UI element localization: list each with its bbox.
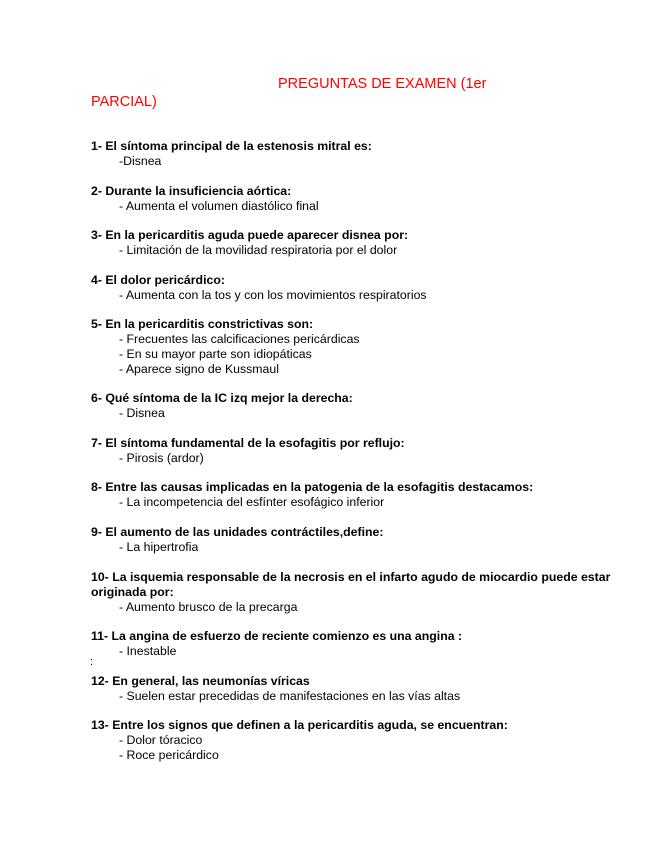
question-item <box>91 480 621 510</box>
answer-text: - Frecuentes las calcificaciones pericárdicas <box>119 332 360 347</box>
question-item <box>91 228 621 258</box>
question-text: 8- Entre las causas implicadas en la patogenia de la esofagitis destacamos: <box>91 480 534 495</box>
question-text: 3- En la pericarditis aguda puede aparecer disnea por: <box>91 228 409 243</box>
answer-text: - Disnea <box>119 406 165 421</box>
answer-text: - Suelen estar precedidas de manifestaciones en las vías altas <box>119 688 461 703</box>
question-text: 2- Durante la insuficiencia aórtica: <box>91 183 292 198</box>
question-list <box>91 139 621 778</box>
question-item <box>91 139 621 169</box>
question-text: 5- En la pericarditis constrictivas son: <box>91 317 314 332</box>
answer-text: - La incompetencia del esfínter esofágico inferior <box>119 495 385 510</box>
answer-text: - Aparece signo de Kussmaul <box>119 361 279 376</box>
stray-colon-mark: : <box>90 656 94 668</box>
question-item <box>91 674 621 704</box>
answer-text: -Disnea <box>119 154 162 168</box>
question-text: 9- El aumento de las unidades contráctiles,define: <box>91 524 384 539</box>
question-text: 4- El dolor pericárdico: <box>91 272 225 287</box>
question-text: 6- Qué síntoma de la IC izq mejor la derecha: <box>91 391 353 406</box>
question-text: 13- Entre los signos que definen a la pericarditis aguda, se encuentran: <box>91 718 508 733</box>
answer-text: - La hipertrofia <box>119 539 199 554</box>
answer-text: - Aumento brusco de la precarga <box>119 599 298 614</box>
answer-text: - Limitación de la movilidad respiratoria por el dolor <box>119 243 398 258</box>
question-item <box>91 436 621 466</box>
answer-text: - Aumenta el volumen diastólico final <box>119 198 319 213</box>
question-text: 1- El síntoma principal de la estenosis mitral es: <box>91 139 372 153</box>
answer-text: - Roce pericárdico <box>119 747 219 762</box>
question-text: 12- En general, las neumonías víricas <box>91 673 310 688</box>
question-item <box>91 718 621 762</box>
question-text: 11- La angina de esfuerzo de reciente comienzo es una angina : <box>91 629 463 644</box>
question-item <box>91 570 621 615</box>
answer-text: - En su mayor parte son idiopáticas <box>119 346 312 361</box>
question-item <box>91 317 621 376</box>
answer-text: - Inestable <box>119 644 177 659</box>
answer-text: - Dolor tóracico <box>119 733 203 748</box>
question-item <box>91 525 621 555</box>
question-item <box>91 184 621 214</box>
question-item <box>91 273 621 303</box>
answer-text: - Pirosis (ardor) <box>119 450 204 465</box>
question-item <box>91 629 621 659</box>
answer-text: - Aumenta con la tos y con los movimientos respiratorios <box>119 287 427 302</box>
question-text: 10- La isquemia responsable de la necrosis en el infarto agudo de miocardio puede estar originada por: <box>91 569 611 599</box>
page-title-line1: PREGUNTAS DE EXAMEN (1er <box>278 76 487 92</box>
question-text: 7- El síntoma fundamental de la esofagitis por reflujo: <box>91 435 405 450</box>
question-item <box>91 391 621 421</box>
page-title-line2: PARCIAL) <box>91 94 157 110</box>
